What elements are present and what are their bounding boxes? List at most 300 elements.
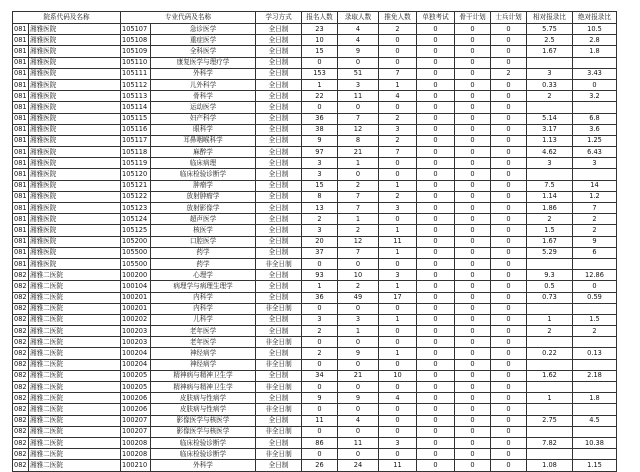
- cell-recommended: 0: [379, 415, 417, 426]
- cell-backbone-plan: 0: [455, 393, 491, 404]
- cell-admitted: 8: [338, 135, 379, 146]
- cell-backbone-plan: 0: [455, 191, 491, 202]
- cell-soldier-plan: 0: [491, 370, 527, 381]
- cell-recommended: 0: [379, 449, 417, 460]
- cell-separate-exam: 0: [417, 370, 455, 381]
- cell-major-name: 内科学: [151, 303, 256, 314]
- cell-admitted: 4: [338, 35, 379, 46]
- cell-absolute-ratio: 1.5: [573, 314, 617, 325]
- cell-college-code: 081: [13, 113, 29, 124]
- table-row: [13, 348, 617, 359]
- cell-relative-ratio: 1.14: [527, 191, 573, 202]
- cell-study-mode: 全日制: [256, 370, 302, 381]
- cell-backbone-plan: 0: [455, 102, 491, 113]
- cell-separate-exam: 0: [417, 415, 455, 426]
- cell-major-name: 临床检验诊断学: [151, 169, 256, 180]
- cell-recommended: 7: [379, 147, 417, 158]
- cell-separate-exam: 0: [417, 169, 455, 180]
- cell-study-mode: 全日制: [256, 68, 302, 79]
- cell-applicants: 0: [302, 382, 338, 393]
- cell-college-code: 081: [13, 247, 29, 258]
- cell-applicants: 0: [302, 404, 338, 415]
- admission-ratio-table: [12, 11, 617, 472]
- table-row: [13, 236, 617, 247]
- cell-major-code: 105120: [121, 169, 151, 180]
- cell-college-code: 082: [13, 348, 29, 359]
- cell-relative-ratio: 1: [527, 314, 573, 325]
- cell-study-mode: 非全日制: [256, 337, 302, 348]
- cell-admitted: 2: [338, 225, 379, 236]
- cell-study-mode: 全日制: [256, 326, 302, 337]
- cell-major-name: 超声医学: [151, 214, 256, 225]
- cell-college-name: 湘雅医院: [29, 258, 121, 269]
- table-row: [13, 102, 617, 113]
- cell-major-name: 麻醉学: [151, 147, 256, 158]
- cell-college-code: 081: [13, 191, 29, 202]
- cell-major-code: 100208: [121, 449, 151, 460]
- table-row: [13, 426, 617, 437]
- cell-college-code: 081: [13, 158, 29, 169]
- cell-study-mode: 全日制: [256, 135, 302, 146]
- cell-college-code: 081: [13, 24, 29, 35]
- header-recommended: 推免人数: [379, 12, 417, 24]
- cell-separate-exam: 0: [417, 303, 455, 314]
- cell-admitted: 7: [338, 113, 379, 124]
- cell-separate-exam: 0: [417, 247, 455, 258]
- cell-admitted: 4: [338, 24, 379, 35]
- cell-college-code: 082: [13, 404, 29, 415]
- cell-relative-ratio: [527, 359, 573, 370]
- cell-college-name: 湘雅二医院: [29, 359, 121, 370]
- table-body: [13, 24, 617, 472]
- table-header-row: [13, 12, 617, 24]
- cell-college-name: 湘雅二医院: [29, 404, 121, 415]
- cell-recommended: 3: [379, 437, 417, 448]
- cell-college-name: 湘雅二医院: [29, 449, 121, 460]
- cell-admitted: 9: [338, 46, 379, 57]
- cell-relative-ratio: 1.08: [527, 460, 573, 471]
- table-row: [13, 191, 617, 202]
- cell-relative-ratio: 5.29: [527, 247, 573, 258]
- cell-admitted: 7: [338, 191, 379, 202]
- cell-admitted: 1: [338, 158, 379, 169]
- cell-college-code: 081: [13, 214, 29, 225]
- cell-soldier-plan: 0: [491, 191, 527, 202]
- cell-recommended: 0: [379, 337, 417, 348]
- cell-college-name: 湘雅医院: [29, 225, 121, 236]
- cell-backbone-plan: 0: [455, 236, 491, 247]
- table-row: [13, 158, 617, 169]
- cell-separate-exam: 0: [417, 91, 455, 102]
- cell-relative-ratio: [527, 382, 573, 393]
- cell-recommended: 4: [379, 393, 417, 404]
- cell-major-code: 105118: [121, 147, 151, 158]
- cell-separate-exam: 0: [417, 214, 455, 225]
- cell-absolute-ratio: 2.8: [573, 35, 617, 46]
- cell-recommended: 0: [379, 326, 417, 337]
- cell-recommended: 2: [379, 135, 417, 146]
- cell-recommended: 1: [379, 180, 417, 191]
- cell-recommended: 0: [379, 57, 417, 68]
- cell-major-name: 儿科学: [151, 314, 256, 325]
- cell-major-name: 老年医学: [151, 337, 256, 348]
- table-row: [13, 258, 617, 269]
- cell-admitted: 4: [338, 415, 379, 426]
- cell-study-mode: 全日制: [256, 79, 302, 90]
- cell-recommended: 0: [379, 258, 417, 269]
- cell-soldier-plan: 0: [491, 57, 527, 68]
- cell-absolute-ratio: 1.8: [573, 46, 617, 57]
- cell-admitted: 12: [338, 124, 379, 135]
- cell-study-mode: 全日制: [256, 236, 302, 247]
- header-separate-exam: 单独考试: [417, 12, 455, 24]
- cell-major-name: 临床检验诊断学: [151, 437, 256, 448]
- cell-soldier-plan: 0: [491, 393, 527, 404]
- cell-absolute-ratio: [573, 258, 617, 269]
- cell-soldier-plan: 0: [491, 203, 527, 214]
- cell-admitted: 9: [338, 348, 379, 359]
- cell-college-code: 081: [13, 203, 29, 214]
- cell-study-mode: 全日制: [256, 113, 302, 124]
- cell-admitted: 7: [338, 203, 379, 214]
- header-soldier-plan: 士兵计划: [491, 12, 527, 24]
- cell-college-code: 082: [13, 460, 29, 471]
- cell-separate-exam: 0: [417, 57, 455, 68]
- table-row: [13, 113, 617, 124]
- cell-college-code: 081: [13, 79, 29, 90]
- cell-backbone-plan: 0: [455, 91, 491, 102]
- cell-separate-exam: 0: [417, 158, 455, 169]
- cell-recommended: 1: [379, 281, 417, 292]
- cell-college-code: 081: [13, 135, 29, 146]
- cell-major-code: 105113: [121, 91, 151, 102]
- cell-absolute-ratio: [573, 57, 617, 68]
- cell-study-mode: 全日制: [256, 191, 302, 202]
- cell-absolute-ratio: 1.2: [573, 191, 617, 202]
- table-row: [13, 79, 617, 90]
- cell-admitted: 2: [338, 281, 379, 292]
- cell-study-mode: 全日制: [256, 203, 302, 214]
- cell-absolute-ratio: 3.2: [573, 91, 617, 102]
- cell-applicants: 2: [302, 348, 338, 359]
- cell-admitted: 0: [338, 169, 379, 180]
- cell-soldier-plan: 0: [491, 24, 527, 35]
- cell-separate-exam: 0: [417, 270, 455, 281]
- cell-separate-exam: 0: [417, 24, 455, 35]
- header-college: 院系代码及名称: [13, 12, 121, 24]
- cell-backbone-plan: 0: [455, 68, 491, 79]
- cell-recommended: 0: [379, 46, 417, 57]
- cell-college-name: 湘雅二医院: [29, 370, 121, 381]
- cell-study-mode: 全日制: [256, 270, 302, 281]
- header-absolute-ratio: 绝对报录比: [573, 12, 617, 24]
- cell-applicants: 9: [302, 393, 338, 404]
- cell-relative-ratio: [527, 337, 573, 348]
- cell-admitted: 1: [338, 326, 379, 337]
- cell-college-code: 082: [13, 314, 29, 325]
- cell-relative-ratio: 2: [527, 214, 573, 225]
- cell-study-mode: 全日制: [256, 314, 302, 325]
- table-row: [13, 393, 617, 404]
- cell-admitted: 3: [338, 314, 379, 325]
- cell-soldier-plan: 0: [491, 79, 527, 90]
- cell-admitted: 49: [338, 292, 379, 303]
- cell-college-name: 湘雅二医院: [29, 415, 121, 426]
- cell-separate-exam: 0: [417, 314, 455, 325]
- cell-relative-ratio: 2.75: [527, 415, 573, 426]
- cell-absolute-ratio: [573, 337, 617, 348]
- cell-major-name: 核医学: [151, 225, 256, 236]
- cell-major-code: 100202: [121, 314, 151, 325]
- cell-relative-ratio: 0.22: [527, 348, 573, 359]
- cell-study-mode: 非全日制: [256, 258, 302, 269]
- cell-applicants: 0: [302, 426, 338, 437]
- cell-backbone-plan: 0: [455, 337, 491, 348]
- cell-major-code: 100203: [121, 326, 151, 337]
- cell-admitted: 11: [338, 437, 379, 448]
- cell-applicants: 2: [302, 326, 338, 337]
- cell-backbone-plan: 0: [455, 449, 491, 460]
- cell-college-name: 湘雅医院: [29, 247, 121, 258]
- cell-soldier-plan: 0: [491, 359, 527, 370]
- cell-recommended: 1: [379, 79, 417, 90]
- table-row: [13, 203, 617, 214]
- table-row: [13, 326, 617, 337]
- cell-backbone-plan: 0: [455, 24, 491, 35]
- cell-study-mode: 全日制: [256, 281, 302, 292]
- cell-absolute-ratio: 2: [573, 326, 617, 337]
- cell-soldier-plan: 0: [491, 281, 527, 292]
- cell-soldier-plan: 0: [491, 348, 527, 359]
- cell-relative-ratio: 3: [527, 158, 573, 169]
- cell-college-code: 081: [13, 124, 29, 135]
- cell-recommended: 3: [379, 124, 417, 135]
- cell-college-code: 082: [13, 426, 29, 437]
- table-row: [13, 314, 617, 325]
- cell-absolute-ratio: 6.43: [573, 147, 617, 158]
- cell-absolute-ratio: 3: [573, 158, 617, 169]
- cell-admitted: 0: [338, 337, 379, 348]
- table-row: [13, 169, 617, 180]
- cell-college-name: 湘雅医院: [29, 46, 121, 57]
- cell-major-code: 105110: [121, 57, 151, 68]
- cell-backbone-plan: 0: [455, 382, 491, 393]
- cell-applicants: 3: [302, 158, 338, 169]
- cell-backbone-plan: 0: [455, 46, 491, 57]
- table-row: [13, 247, 617, 258]
- cell-college-name: 湘雅医院: [29, 135, 121, 146]
- cell-absolute-ratio: 6: [573, 247, 617, 258]
- table-row: [13, 382, 617, 393]
- cell-college-name: 湘雅医院: [29, 113, 121, 124]
- cell-admitted: 11: [338, 91, 379, 102]
- cell-college-name: 湘雅医院: [29, 102, 121, 113]
- cell-college-code: 082: [13, 326, 29, 337]
- cell-soldier-plan: 0: [491, 102, 527, 113]
- cell-major-code: 105116: [121, 124, 151, 135]
- cell-relative-ratio: 1.67: [527, 46, 573, 57]
- cell-major-name: 临床检验诊断学: [151, 449, 256, 460]
- cell-major-name: 儿外科学: [151, 79, 256, 90]
- cell-separate-exam: 0: [417, 348, 455, 359]
- cell-recommended: 4: [379, 91, 417, 102]
- cell-admitted: 9: [338, 393, 379, 404]
- cell-applicants: 13: [302, 203, 338, 214]
- cell-college-code: 082: [13, 449, 29, 460]
- cell-admitted: 0: [338, 359, 379, 370]
- table-row: [13, 57, 617, 68]
- cell-recommended: 0: [379, 169, 417, 180]
- table-row: [13, 359, 617, 370]
- cell-separate-exam: 0: [417, 326, 455, 337]
- cell-backbone-plan: 0: [455, 203, 491, 214]
- cell-college-name: 湘雅医院: [29, 191, 121, 202]
- cell-major-code: 100201: [121, 292, 151, 303]
- cell-major-name: 放射影像学: [151, 203, 256, 214]
- cell-college-code: 082: [13, 270, 29, 281]
- cell-absolute-ratio: 12.86: [573, 270, 617, 281]
- cell-backbone-plan: 0: [455, 225, 491, 236]
- cell-admitted: 1: [338, 214, 379, 225]
- table-row: [13, 225, 617, 236]
- cell-separate-exam: 0: [417, 236, 455, 247]
- cell-major-name: 病理学与病理生理学: [151, 281, 256, 292]
- cell-study-mode: 全日制: [256, 102, 302, 113]
- cell-college-code: 081: [13, 35, 29, 46]
- cell-absolute-ratio: [573, 359, 617, 370]
- cell-study-mode: 全日制: [256, 91, 302, 102]
- cell-absolute-ratio: [573, 426, 617, 437]
- cell-major-name: 神经病学: [151, 359, 256, 370]
- cell-college-name: 湘雅医院: [29, 180, 121, 191]
- cell-study-mode: 非全日制: [256, 449, 302, 460]
- cell-college-name: 湘雅二医院: [29, 281, 121, 292]
- cell-separate-exam: 0: [417, 225, 455, 236]
- cell-major-name: 皮肤病与性病学: [151, 393, 256, 404]
- cell-study-mode: 全日制: [256, 46, 302, 57]
- cell-major-name: 康复医学与理疗学: [151, 57, 256, 68]
- cell-study-mode: 全日制: [256, 124, 302, 135]
- cell-college-name: 湘雅医院: [29, 158, 121, 169]
- cell-relative-ratio: 1: [527, 393, 573, 404]
- cell-separate-exam: 0: [417, 426, 455, 437]
- cell-college-code: 081: [13, 225, 29, 236]
- cell-soldier-plan: 0: [491, 258, 527, 269]
- cell-major-name: 重症医学: [151, 35, 256, 46]
- cell-backbone-plan: 0: [455, 214, 491, 225]
- cell-absolute-ratio: [573, 382, 617, 393]
- cell-major-name: 内科学: [151, 292, 256, 303]
- cell-recommended: 0: [379, 158, 417, 169]
- cell-soldier-plan: 0: [491, 46, 527, 57]
- cell-college-code: 082: [13, 281, 29, 292]
- cell-separate-exam: 0: [417, 404, 455, 415]
- cell-absolute-ratio: 10.5: [573, 24, 617, 35]
- cell-backbone-plan: 0: [455, 359, 491, 370]
- cell-soldier-plan: 0: [491, 135, 527, 146]
- table-row: [13, 180, 617, 191]
- cell-applicants: 38: [302, 124, 338, 135]
- cell-relative-ratio: 4.62: [527, 147, 573, 158]
- cell-admitted: 7: [338, 247, 379, 258]
- cell-soldier-plan: 0: [491, 124, 527, 135]
- cell-admitted: 51: [338, 68, 379, 79]
- cell-study-mode: 全日制: [256, 169, 302, 180]
- cell-applicants: 0: [302, 258, 338, 269]
- cell-college-code: 082: [13, 393, 29, 404]
- cell-recommended: 0: [379, 404, 417, 415]
- cell-applicants: 11: [302, 415, 338, 426]
- cell-absolute-ratio: 4.5: [573, 415, 617, 426]
- cell-college-name: 湘雅医院: [29, 79, 121, 90]
- cell-study-mode: 全日制: [256, 292, 302, 303]
- cell-absolute-ratio: 1.25: [573, 135, 617, 146]
- cell-major-code: 100207: [121, 415, 151, 426]
- cell-relative-ratio: 2: [527, 326, 573, 337]
- cell-recommended: 0: [379, 382, 417, 393]
- cell-admitted: 0: [338, 303, 379, 314]
- cell-soldier-plan: 0: [491, 404, 527, 415]
- cell-major-name: 老年医学: [151, 326, 256, 337]
- table-row: [13, 35, 617, 46]
- cell-backbone-plan: 0: [455, 158, 491, 169]
- cell-absolute-ratio: 7: [573, 203, 617, 214]
- cell-study-mode: 全日制: [256, 415, 302, 426]
- cell-college-code: 081: [13, 180, 29, 191]
- cell-soldier-plan: 0: [491, 247, 527, 258]
- cell-absolute-ratio: [573, 404, 617, 415]
- cell-college-code: 081: [13, 91, 29, 102]
- cell-absolute-ratio: 0.13: [573, 348, 617, 359]
- cell-separate-exam: 0: [417, 135, 455, 146]
- cell-study-mode: 全日制: [256, 24, 302, 35]
- cell-soldier-plan: 0: [491, 214, 527, 225]
- cell-admitted: 0: [338, 382, 379, 393]
- cell-major-code: 105115: [121, 113, 151, 124]
- cell-admitted: 2: [338, 180, 379, 191]
- cell-backbone-plan: 0: [455, 135, 491, 146]
- cell-relative-ratio: [527, 426, 573, 437]
- cell-backbone-plan: 0: [455, 281, 491, 292]
- cell-major-name: 耳鼻咽喉科学: [151, 135, 256, 146]
- cell-study-mode: 全日制: [256, 214, 302, 225]
- cell-soldier-plan: 0: [491, 180, 527, 191]
- cell-applicants: 93: [302, 270, 338, 281]
- cell-study-mode: 全日制: [256, 393, 302, 404]
- cell-admitted: 0: [338, 449, 379, 460]
- table-row: [13, 46, 617, 57]
- cell-backbone-plan: 0: [455, 437, 491, 448]
- cell-college-name: 湘雅医院: [29, 124, 121, 135]
- cell-applicants: 9: [302, 135, 338, 146]
- cell-applicants: 0: [302, 102, 338, 113]
- table-row: [13, 270, 617, 281]
- cell-soldier-plan: 0: [491, 426, 527, 437]
- cell-applicants: 36: [302, 292, 338, 303]
- cell-soldier-plan: 0: [491, 113, 527, 124]
- cell-absolute-ratio: 10.38: [573, 437, 617, 448]
- cell-major-code: 100207: [121, 426, 151, 437]
- table-row: [13, 91, 617, 102]
- cell-admitted: 0: [338, 57, 379, 68]
- cell-applicants: 0: [302, 449, 338, 460]
- cell-major-code: 105117: [121, 135, 151, 146]
- cell-applicants: 0: [302, 337, 338, 348]
- cell-major-code: 105122: [121, 191, 151, 202]
- cell-absolute-ratio: 6.8: [573, 113, 617, 124]
- cell-separate-exam: 0: [417, 147, 455, 158]
- cell-major-name: 影像医学与核医学: [151, 426, 256, 437]
